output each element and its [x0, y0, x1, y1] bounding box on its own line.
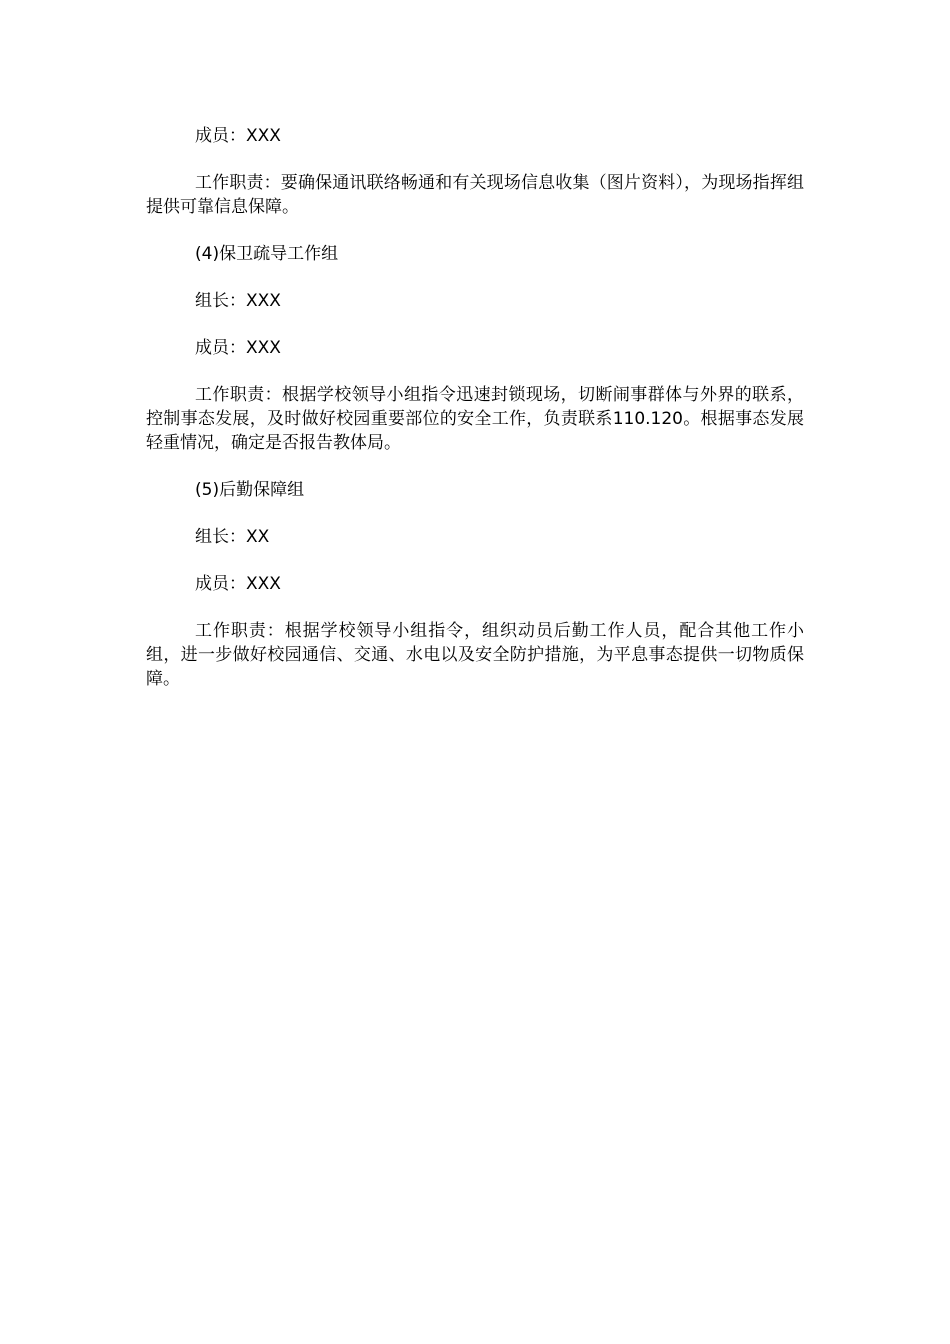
leader-line-security: 组长：XXX — [195, 291, 281, 311]
member-line-logistics: 成员：XXX — [195, 574, 281, 594]
leader-line-logistics: 组长：XX — [195, 527, 270, 547]
duty-paragraph-security: 工作职责：根据学校领导小组指令迅速封锁现场，切断闹事群体与外界的联系，控制事态发展，及时做好校园重要部位的安全工作，负责联系110.120。根据事态发展轻重情况，确定是否报告教体局。 — [146, 385, 804, 453]
duty-paragraph-logistics: 工作职责：根据学校领导小组指令，组织动员后勤工作人员，配合其他工作小组，进一步做好校园通信、交通、水电以及安全防护措施，为平息事态提供一切物质保障。 — [146, 621, 804, 689]
section-heading-security: (4)保卫疏导工作组 — [195, 244, 339, 264]
document-body — [146, 124, 804, 714]
member-line-security: 成员：XXX — [195, 338, 281, 358]
section-heading-logistics: (5)后勤保障组 — [195, 480, 305, 500]
duty-paragraph-comm: 工作职责：要确保通讯联络畅通和有关现场信息收集（图片资料），为现场指挥组提供可靠信息保障。 — [146, 173, 804, 217]
member-line-comm: 成员：XXX — [195, 126, 281, 146]
